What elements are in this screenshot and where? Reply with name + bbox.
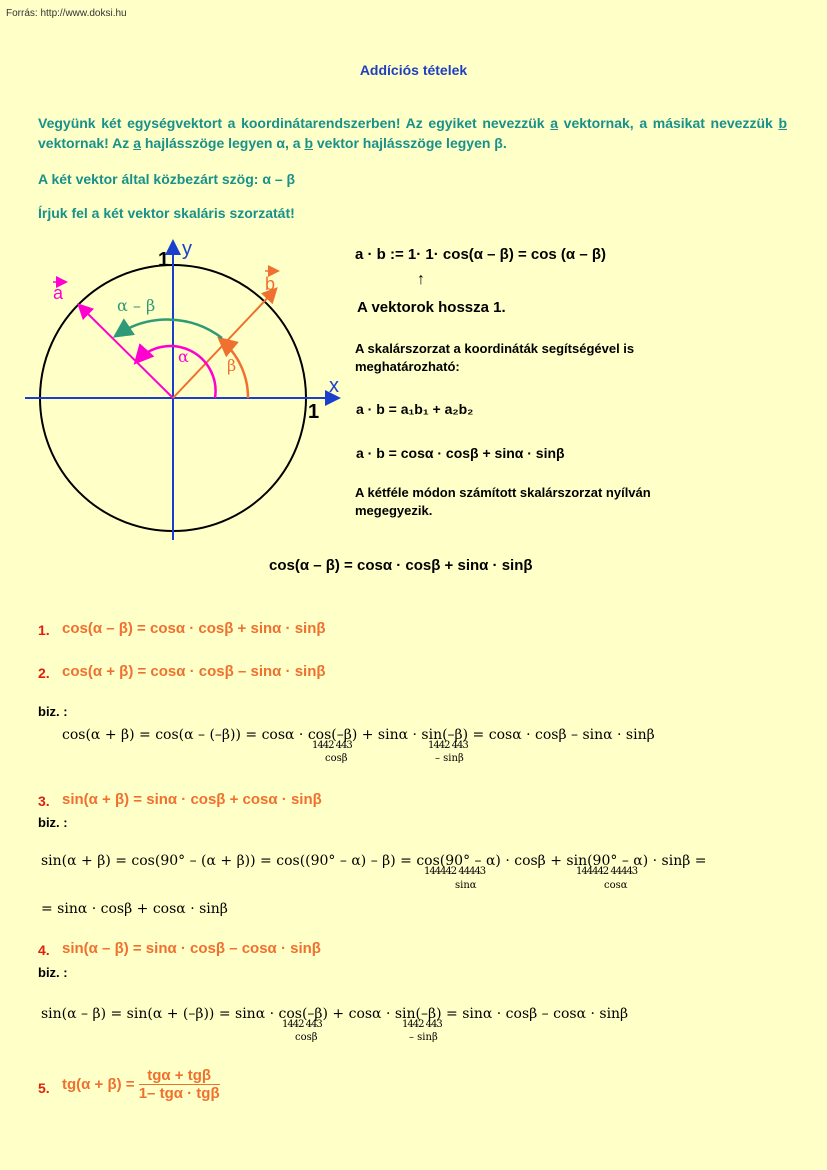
proof-label-2: biz. : — [38, 704, 68, 719]
conclusion-note: A kétféle módon számított skalárszorzat nyílván megegyezik. — [355, 485, 651, 518]
brace-3a: 144442 44443 — [424, 866, 486, 877]
brace-2b: 1442 443 — [428, 740, 468, 751]
vector-a-ref-2: a — [133, 135, 141, 151]
formula-5-fraction — [139, 1067, 220, 1102]
proof-4-under-2: – sinβ — [409, 1032, 438, 1043]
one-top-label: 1 — [158, 249, 170, 271]
proof-4: sin(α – β) = sin(α + (–β)) = sinα · cos(–β) + cosα · sin(–β) = sinα · cosβ – cosα · sinβ — [41, 1006, 629, 1022]
item-3-number: 3. — [38, 793, 50, 809]
page-title: Addíciós tételek — [359, 62, 468, 78]
source-note: Forrás: http://www.doksi.hu — [6, 8, 127, 19]
proof-2: cos(α + β) = cos(α – (–β)) = cosα · cos(–β) + sinα · sin(–β) = cosα · cosβ – sinα · sinβ — [62, 727, 655, 743]
item-4-number: 4. — [38, 942, 50, 958]
formula-5-denominator: 1– tgα · tgβ — [138, 1085, 220, 1102]
proof-3-under-2: cosα — [604, 880, 628, 891]
intro-text-4: hajlásszöge legyen α, a — [140, 135, 305, 151]
proof-3-line2: = sinα · cosβ + cosα · sinβ — [41, 901, 228, 917]
diff-arc — [117, 320, 222, 338]
item-2-number: 2. — [38, 665, 50, 681]
formula-5-numerator: tgα + tgβ — [139, 1067, 220, 1085]
item-1-number: 1. — [38, 622, 50, 638]
angle-line: A két vektor által közbezárt szög: α – β — [38, 171, 296, 187]
a-label: a — [53, 283, 64, 303]
proof-3-line1: sin(α + β) = cos(90° – (α + β)) = cos((90° – α) – β) = cos(90° – α) · cosβ + sin(90° – α) · sinβ = — [41, 853, 707, 869]
formula-2: cos(α + β) = cosα · cosβ – sinα · sinβ — [62, 663, 326, 680]
intro-text-2: vektornak, a másikat nevezzük — [558, 115, 779, 131]
y-label: y — [182, 238, 192, 260]
brace-4a: 1442 443 — [282, 1019, 322, 1030]
vector-a-ref: a — [550, 115, 559, 131]
formula-4: sin(α – β) = sinα · cosβ – cosα · sinβ — [62, 940, 321, 957]
alpha-arc — [137, 346, 216, 398]
brace-3b: 144442 44443 — [576, 866, 638, 877]
proof-2-under-2: – sinβ — [435, 753, 464, 764]
brace-4b: 1442 443 — [402, 1019, 442, 1030]
intro-text-5: vektor hajlásszöge legyen β. — [313, 135, 507, 151]
intro-paragraph — [38, 113, 787, 153]
intro-text-1: Vegyünk két egységvektort a koordinátarendszerben! Az egyiket nevezzük — [38, 115, 551, 131]
beta-label: β — [227, 356, 237, 375]
item-5-number: 5. — [38, 1080, 50, 1096]
formula-1: cos(α – β) = cosα · cosβ + sinα · sinβ — [62, 620, 326, 637]
proof-label-3: biz. : — [38, 815, 68, 830]
proof-4-under-1: cosβ — [295, 1032, 318, 1043]
eq-coordinate: a · b = a₁b₁ + a₂b₂ — [356, 401, 474, 417]
main-equation: cos(α – β) = cosα · cosβ + sinα · sinβ — [269, 557, 533, 574]
proof-label-4: biz. : — [38, 965, 68, 980]
diff-label: α – β — [117, 296, 156, 315]
vector-b-ref: b — [778, 115, 787, 131]
eq-trig-product: a · b = cosα · cosβ + sinα · sinβ — [356, 445, 565, 461]
intro-text-3: vektornak! Az — [38, 135, 134, 151]
brace-2a: 1442 443 — [312, 740, 352, 751]
unit-circle-diagram — [25, 235, 350, 545]
eq-scalar-def: a · b := 1· 1· cos(α – β) = cos (α – β) — [355, 246, 606, 263]
write-line: Írjuk fel a két vektor skaláris szorzatát! — [38, 205, 295, 221]
x-label: x — [329, 375, 339, 397]
arrow-up: ↑ — [417, 271, 425, 288]
one-right-label: 1 — [308, 401, 320, 423]
b-label: b — [265, 274, 276, 294]
vector-b-ref-2: b — [304, 135, 313, 151]
alpha-label: α — [178, 347, 189, 366]
formula-3: sin(α + β) = sinα · cosβ + cosα · sinβ — [62, 791, 322, 808]
proof-3-under-1: sinα — [455, 880, 477, 891]
coord-note: A skalárszorzat a koordináták segítségével is meghatározható: — [355, 341, 635, 374]
proof-2-under-1: cosβ — [325, 753, 348, 764]
length-note: A vektorok hossza 1. — [357, 299, 506, 316]
formula-5-lhs: tg(α + β) = — [62, 1076, 135, 1093]
formula-5 — [62, 1067, 220, 1102]
